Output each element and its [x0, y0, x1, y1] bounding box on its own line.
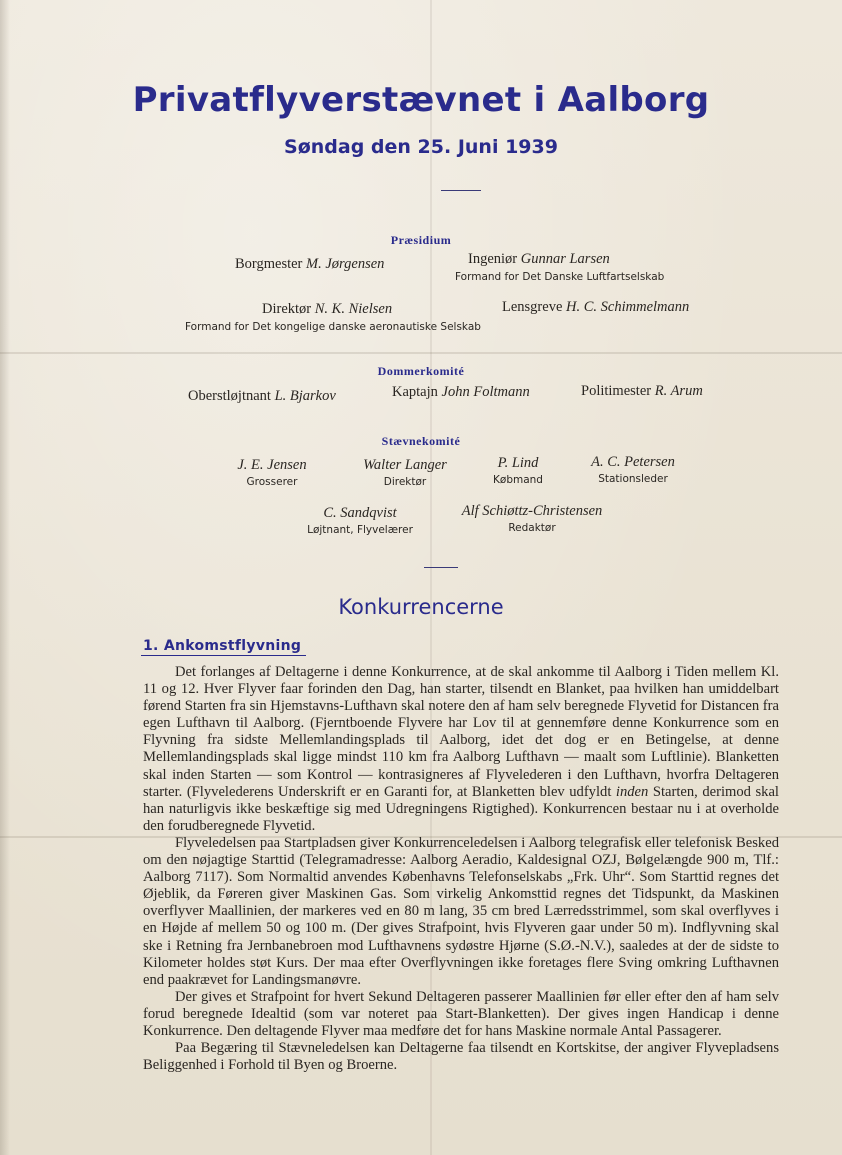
- staevnekomite-member: [446, 503, 618, 534]
- section-heading: Konkurrencerne: [338, 595, 504, 619]
- member-title: Direktør: [262, 301, 312, 317]
- paper-edge-shadow: [0, 0, 10, 1155]
- paragraph: Der gives et Strafpoint for hvert Sekund Deltageren passerer Maallinien før eller efter den af ham selv forud beregnede Idealtid (som var noteret paa Start-Blanketten). Der gives ingen Handicap i denne Konkurrence. Den deltagende Flyver maa medføre det for hans Maskine normale Antal Passagerer.: [143, 988, 779, 1039]
- member-role: Løjtnant, Flyvelærer: [307, 524, 413, 536]
- member-title: Kaptajn: [392, 384, 438, 400]
- member-title: Politimester: [581, 383, 652, 399]
- member-name: Alf Schiøttz-Christensen: [461, 503, 603, 519]
- divider: [441, 190, 481, 191]
- page-title: Privatflyverstævnet i Aalborg: [132, 80, 710, 120]
- dommerkomite-heading: Dommerkomité: [377, 364, 465, 378]
- paper-fold-line: [0, 352, 842, 354]
- member-title: Lensgreve: [502, 299, 563, 315]
- praesidium-member: [502, 299, 689, 316]
- praesidium-member: [468, 251, 610, 268]
- member-name: Walter Langer: [363, 457, 447, 473]
- praesidium-member: [262, 301, 392, 318]
- member-name: H. C. Schimmelmann: [566, 299, 690, 315]
- member-role: Købmand: [493, 474, 543, 486]
- dommerkomite-member: [581, 383, 703, 400]
- staevnekomite-heading: Stævnekomité: [381, 434, 461, 448]
- paragraph: Det forlanges af Deltagerne i denne Konkurrence, at de skal ankomme til Aalborg i Tiden mellem Kl. 11 og 12. Hver Flyver faar forinden den Dag, han starter, tilsendt en Blanket, paa hvilken han umiddelbart førend Starten fra sin Hjemstavns-Lufthavn skal notere den af ham selv beregnede Flyvetid for Distancen fra egen Lufthavn til Aalborg. (Fjerntboende Flyvere har Lov til at gennemføre denne Konkurrence som en Flyvning fra sidste Mellemlandingsplads til Aalborg, idet det dog er en Betingelse, at denne Mellemlandingsplads skal ligge mindst 110 km fra Aalborg Lufthavn — maalt som Luftlinie). Blanketten skal inden Starten — som Kontrol — kontrasigneres af Flyvelederen i den Lufthavn, hvorfra Deltageren starter. (Flyvelederens Underskrift er en Garanti for, at Blanketten blev udfyldt inden Starten, derimod skal han naturligvis ikke beskæftige sig med Udregningens Rigtighed). Konkurrencen bestaar nu i at overholde den forudberegnede Flyvetid.: [143, 664, 779, 834]
- member-title: Oberstløjtnant: [188, 388, 271, 404]
- member-role: Grosserer: [246, 476, 298, 488]
- subsection-underline: [141, 655, 306, 656]
- staevnekomite-member: [578, 454, 688, 485]
- dommerkomite-member: [188, 388, 336, 405]
- member-name: R. Arum: [654, 383, 703, 399]
- member-name: J. E. Jensen: [237, 457, 307, 473]
- page-subtitle: Søndag den 25. Juni 1939: [284, 136, 558, 158]
- member-role: Redaktør: [508, 522, 556, 534]
- paragraph: Flyveledelsen paa Startpladsen giver Konkurrenceledelsen i Aalborg telegrafisk eller telefonisk Besked om den nøjagtige Starttid (Telegramadresse: Aalborg Aeradio, Kaldesignal OZJ, Bølgelængde 900 m, Tlf.: Aalborg 7117). Som Normaltid anvendes Københavns Telefonselskabs „Frk. Uhr“. Som Starttid regnes det Øjeblik, da Føreren giver Maskinen Gas. Som virkelig Ankomsttid regnes det Tidspunkt, da Maskinen overflyver Maallinien, der markeres ved en 80 m lang, 35 cm bred Lærredsstrimmel, som skal overflyves i en Højde af mellem 50 og 100 m. (Der gives Strafpoint, hvis Flyveren gaar under 50 m). Indflyvning skal ske i Retning fra Jernbanebroen mod Lufthavnens sydøstre Hjørne (S.Ø.-N.V.), saaledes at der de sidste to Kilometer holdes støt Kurs. Der maa efter Overflyvningen ikke foretages flere Sving omkring Lufthavnen end paakrævet for Landingsmanøvre.: [143, 834, 779, 988]
- member-name: John Foltmann: [441, 384, 530, 400]
- praesidium-member: [235, 256, 384, 273]
- member-title: Ingeniør: [468, 251, 518, 267]
- staevnekomite-member: [478, 455, 558, 486]
- member-role: Stationsleder: [598, 473, 668, 485]
- praesidium-heading: Præsidium: [390, 233, 452, 247]
- staevnekomite-member: [345, 457, 465, 488]
- subsection-title: 1. Ankomstflyvning: [143, 638, 302, 654]
- paragraph: Paa Begæring til Stævneledelsen kan Deltagerne faa tilsendt en Kortskitse, der angiver Flyvepladsens Beliggenhed i Forhold til Byen og Broerne.: [143, 1040, 779, 1074]
- member-name: L. Bjarkov: [274, 388, 336, 404]
- staevnekomite-member: [222, 457, 322, 488]
- section-body: [143, 664, 779, 1074]
- member-name: P. Lind: [497, 455, 539, 471]
- member-role: Formand for Det kongelige danske aeronautiske Selskab: [185, 321, 481, 333]
- member-title: Borgmester: [235, 256, 303, 272]
- member-name: C. Sandqvist: [323, 505, 397, 521]
- divider: [424, 567, 458, 568]
- member-role: Formand for Det Danske Luftfartselskab: [455, 271, 665, 283]
- dommerkomite-member: [392, 384, 530, 401]
- member-name: M. Jørgensen: [306, 256, 385, 272]
- member-name: N. K. Nielsen: [314, 301, 393, 317]
- member-role: Direktør: [383, 476, 427, 488]
- member-name: Gunnar Larsen: [520, 251, 610, 267]
- staevnekomite-member: [295, 505, 425, 536]
- member-name: A. C. Petersen: [591, 454, 675, 470]
